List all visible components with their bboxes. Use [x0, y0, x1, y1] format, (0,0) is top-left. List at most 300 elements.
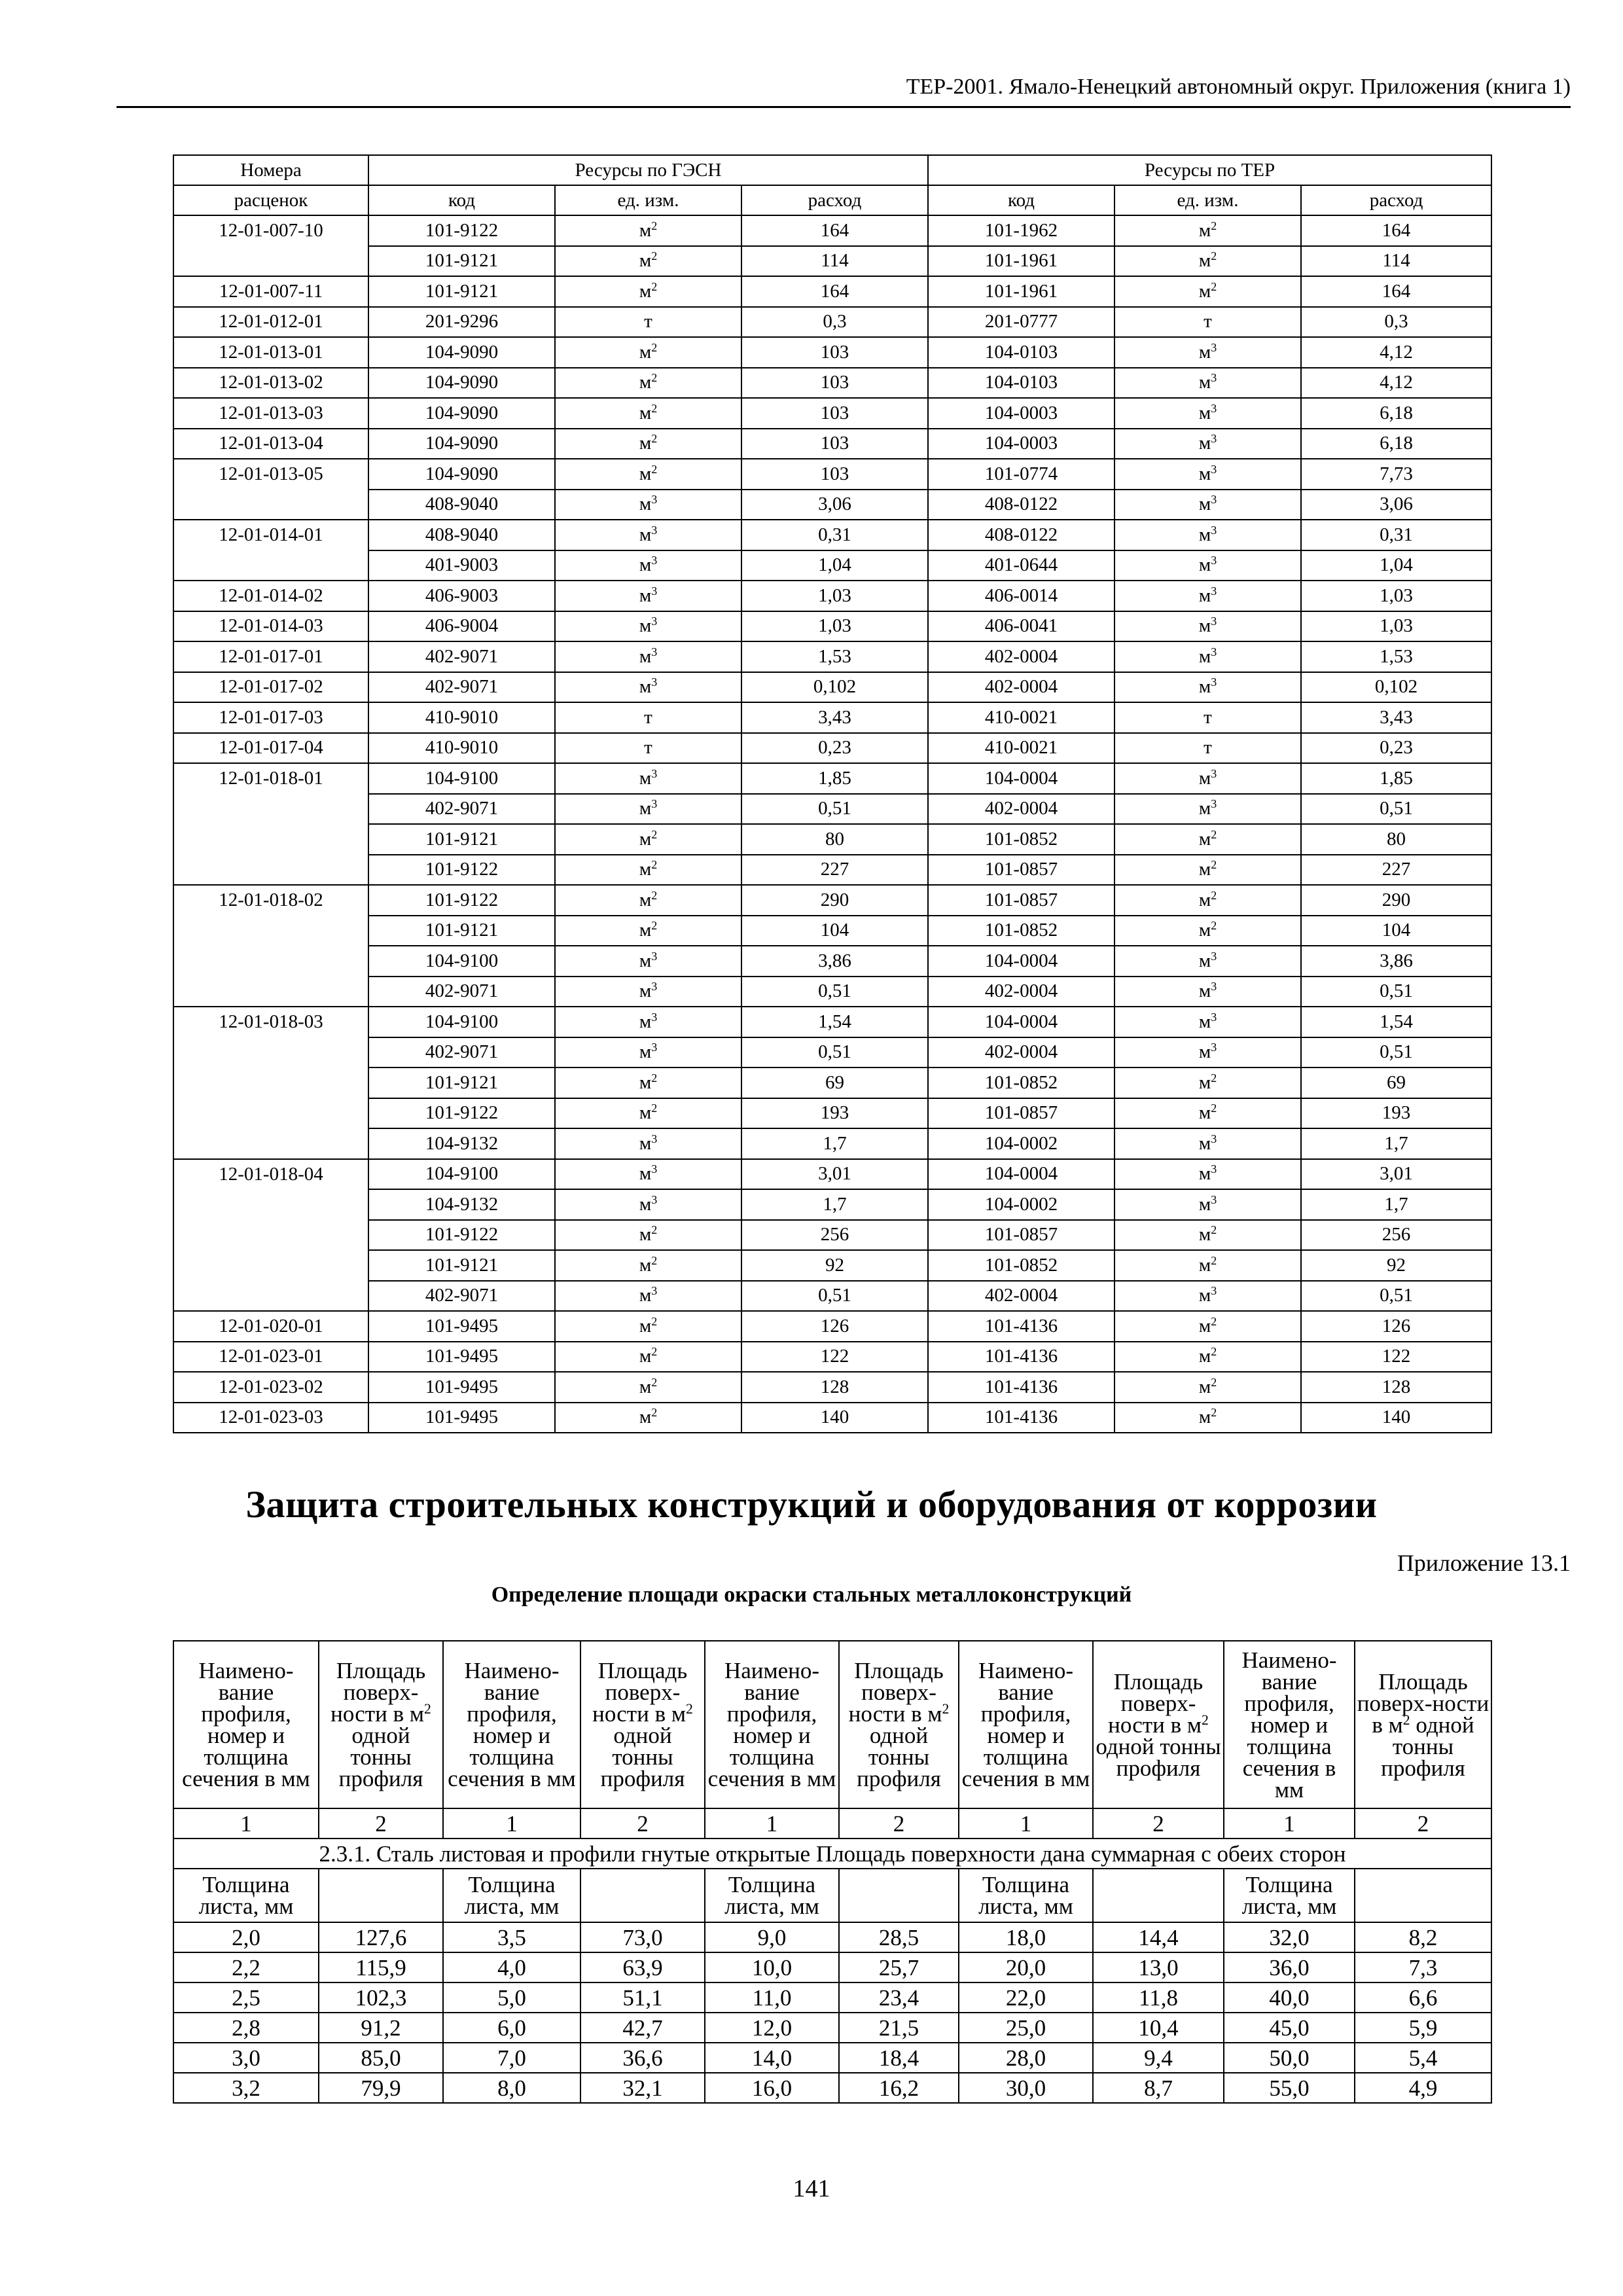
gesn-code-cell: 104-9090: [368, 368, 555, 399]
gesn-unit-cell: $м^3$: [555, 1007, 741, 1037]
thickness-label-cell: Толщина листа, мм: [443, 1869, 580, 1922]
table-row: [173, 337, 1491, 368]
gesn-code-cell: 104-9132: [368, 1128, 555, 1159]
table-row: [173, 2013, 1491, 2043]
table-row: [173, 1220, 1491, 1251]
ter-code-cell: 402-0004: [928, 977, 1115, 1007]
gesn-qty-cell: 1,85: [741, 763, 928, 794]
thickness-cell: 16,0: [705, 2073, 839, 2103]
table-row: [173, 672, 1491, 703]
ter-qty-cell: 114: [1301, 246, 1491, 277]
column-number-row: [173, 1808, 1491, 1839]
gesn-unit-cell: $м^3$: [555, 520, 741, 550]
ter-unit-cell: $м^3$: [1115, 1128, 1301, 1159]
table-row: [173, 276, 1491, 307]
gesn-unit-cell: $м^2$: [555, 855, 741, 886]
gesn-unit-cell: $м^2$: [555, 459, 741, 490]
ter-code-cell: 408-0122: [928, 520, 1115, 550]
ter-code-cell: 101-0852: [928, 1250, 1115, 1281]
rate-code-cell: 12-01-013-04: [173, 429, 368, 459]
gesn-code-cell: 402-9071: [368, 977, 555, 1007]
rate-code-cell: [173, 1281, 368, 1312]
ter-qty-cell: 104: [1301, 916, 1491, 946]
section-caption: 2.3.1. Сталь листовая и профили гнутые открытые Площадь поверхности дана суммарная с обеих сторон: [173, 1839, 1491, 1869]
empty-cell: [319, 1869, 443, 1922]
ter-unit-cell: $м^3$: [1115, 550, 1301, 581]
gesn-code-cell: 101-9121: [368, 916, 555, 946]
ter-code-cell: 101-4136: [928, 1372, 1115, 1403]
gesn-qty-cell: 256: [741, 1220, 928, 1251]
gesn-code-cell: 408-9040: [368, 520, 555, 550]
ter-unit-cell: $м^3$: [1115, 1159, 1301, 1190]
gesn-code-cell: 104-9090: [368, 459, 555, 490]
ter-code-cell: 410-0021: [928, 733, 1115, 764]
gesn-qty-cell: 1,53: [741, 641, 928, 672]
thickness-cell: 2,8: [173, 2013, 319, 2043]
ter-code-cell: 104-0002: [928, 1189, 1115, 1220]
gesn-code-cell: 104-9090: [368, 429, 555, 459]
gesn-unit-cell: т: [555, 307, 741, 338]
column-number-cell: 2: [1093, 1808, 1224, 1839]
rate-code-cell: [173, 1037, 368, 1068]
ter-unit-cell: т: [1115, 733, 1301, 764]
gesn-qty-cell: 103: [741, 368, 928, 399]
area-cell: 63,9: [580, 1952, 705, 1982]
ter-code-cell: 104-0004: [928, 763, 1115, 794]
gesn-code-cell: 402-9071: [368, 1281, 555, 1312]
gesn-unit-cell: $м^2$: [555, 1311, 741, 1342]
gesn-unit-cell: $м^2$: [555, 368, 741, 399]
area-cell: 9,4: [1093, 2043, 1224, 2073]
table-row: [173, 1007, 1491, 1037]
ter-code-cell: 104-0004: [928, 1159, 1115, 1190]
gesn-code-cell: 201-9296: [368, 307, 555, 338]
gesn-unit-cell: $м^2$: [555, 215, 741, 246]
table-row: [173, 946, 1491, 977]
thickness-cell: 5,0: [443, 1982, 580, 2013]
gesn-unit-cell: $м^2$: [555, 885, 741, 916]
gesn-qty-cell: 0,23: [741, 733, 928, 764]
rate-code-cell: [173, 1220, 368, 1251]
thickness-cell: 8,0: [443, 2073, 580, 2103]
gesn-unit-cell: $м^2$: [555, 824, 741, 855]
ter-code-cell: 101-1961: [928, 246, 1115, 277]
area-cell: 32,1: [580, 2073, 705, 2103]
rate-code-cell: 12-01-013-02: [173, 368, 368, 399]
area-cell: 51,1: [580, 1982, 705, 2013]
empty-cell: [1355, 1869, 1491, 1922]
area-cell: 13,0: [1093, 1952, 1224, 1982]
gesn-unit-header: ед. изм.: [555, 185, 741, 215]
thickness-cell: 28,0: [959, 2043, 1093, 2073]
gesn-unit-cell: $м^2$: [555, 1372, 741, 1403]
column-number-cell: 1: [443, 1808, 580, 1839]
ter-qty-cell: 0,51: [1301, 794, 1491, 825]
column-number-cell: 1: [705, 1808, 839, 1839]
gesn-unit-cell: $м^3$: [555, 490, 741, 520]
rate-code-cell: [173, 1098, 368, 1129]
area-cell: 21,5: [839, 2013, 959, 2043]
area-cell: 14,4: [1093, 1922, 1224, 1952]
ter-qty-cell: 7,73: [1301, 459, 1491, 490]
rate-numbers-subheader: расценок: [173, 185, 368, 215]
ter-qty-cell: 256: [1301, 1220, 1491, 1251]
rate-code-cell: 12-01-007-10: [173, 215, 368, 246]
thickness-cell: 3,0: [173, 2043, 319, 2073]
gesn-unit-cell: $м^2$: [555, 276, 741, 307]
column-number-cell: 2: [839, 1808, 959, 1839]
gesn-unit-cell: $м^3$: [555, 1281, 741, 1312]
area-cell: 28,5: [839, 1922, 959, 1952]
ter-qty-cell: 1,54: [1301, 1007, 1491, 1037]
gesn-code-cell: 402-9071: [368, 794, 555, 825]
table-row: [173, 368, 1491, 399]
ter-qty-cell: 1,7: [1301, 1189, 1491, 1220]
gesn-unit-cell: $м^2$: [555, 1098, 741, 1129]
ter-qty-cell: 1,04: [1301, 550, 1491, 581]
ter-code-cell: 410-0021: [928, 702, 1115, 733]
area-cell: 10,4: [1093, 2013, 1224, 2043]
gesn-qty-cell: 1,03: [741, 611, 928, 642]
section-title: Защита строительных конструкций и оборудования от коррозии: [245, 1483, 1378, 1526]
table-row: [173, 1189, 1491, 1220]
ter-code-cell: 408-0122: [928, 490, 1115, 520]
area-cell: 102,3: [319, 1982, 443, 2013]
ter-unit-cell: $м^2$: [1115, 1342, 1301, 1372]
gesn-code-cell: 408-9040: [368, 490, 555, 520]
table-row: [173, 1952, 1491, 1982]
thickness-cell: 3,2: [173, 2073, 319, 2103]
ter-code-cell: 101-1962: [928, 215, 1115, 246]
table-row: [173, 1037, 1491, 1068]
ter-code-cell: 104-0004: [928, 1007, 1115, 1037]
gesn-unit-cell: $м^3$: [555, 1128, 741, 1159]
surface-area-header: Площадь поверх-ности в $м^2$ одной тонны профиля: [1355, 1641, 1491, 1808]
gesn-qty-cell: 0,102: [741, 672, 928, 703]
ter-qty-cell: 0,51: [1301, 1037, 1491, 1068]
gesn-code-cell: 101-9122: [368, 215, 555, 246]
gesn-code-cell: 101-9121: [368, 246, 555, 277]
ter-code-cell: 406-0014: [928, 581, 1115, 611]
rate-code-cell: 12-01-013-03: [173, 398, 368, 429]
ter-code-cell: 101-0774: [928, 459, 1115, 490]
gesn-unit-cell: $м^3$: [555, 763, 741, 794]
thickness-label-cell: Толщина листа, мм: [959, 1869, 1093, 1922]
gesn-qty-header: расход: [741, 185, 928, 215]
rate-code-cell: [173, 490, 368, 520]
rate-code-cell: [173, 824, 368, 855]
gesn-code-cell: 402-9071: [368, 672, 555, 703]
page-number: 141: [793, 2175, 830, 2202]
gesn-qty-cell: 3,01: [741, 1159, 928, 1190]
ter-unit-cell: $м^3$: [1115, 1007, 1301, 1037]
gesn-qty-cell: 122: [741, 1342, 928, 1372]
ter-code-cell: 402-0004: [928, 794, 1115, 825]
thickness-cell: 9,0: [705, 1922, 839, 1952]
ter-qty-cell: 3,86: [1301, 946, 1491, 977]
gesn-qty-cell: 92: [741, 1250, 928, 1281]
gesn-code-cell: 101-9495: [368, 1311, 555, 1342]
rate-code-cell: [173, 550, 368, 581]
rate-code-cell: [173, 1128, 368, 1159]
area-cell: 115,9: [319, 1952, 443, 1982]
ter-qty-cell: 1,03: [1301, 581, 1491, 611]
rate-code-cell: [173, 855, 368, 886]
ter-qty-cell: 164: [1301, 215, 1491, 246]
gesn-unit-cell: $м^2$: [555, 398, 741, 429]
surface-area-header: Площадь поверх-ности в $м^2$ одной тонны профиля: [580, 1641, 705, 1808]
ter-unit-cell: $м^2$: [1115, 885, 1301, 916]
table-row: [173, 459, 1491, 490]
gesn-unit-cell: $м^2$: [555, 1250, 741, 1281]
surface-area-header: Площадь поверх-ности в $м^2$ одной тонны профиля: [839, 1641, 959, 1808]
ter-qty-cell: 4,12: [1301, 368, 1491, 399]
paint-area-table: [173, 1640, 1492, 2104]
gesn-qty-cell: 227: [741, 855, 928, 886]
rate-code-cell: 12-01-012-01: [173, 307, 368, 338]
gesn-unit-cell: $м^3$: [555, 977, 741, 1007]
table-row: [173, 1982, 1491, 2013]
thickness-cell: 45,0: [1224, 2013, 1355, 2043]
ter-qty-cell: 6,18: [1301, 429, 1491, 459]
ter-qty-cell: 1,85: [1301, 763, 1491, 794]
table-row: [173, 611, 1491, 642]
area-cell: 8,7: [1093, 2073, 1224, 2103]
thickness-label-cell: Толщина листа, мм: [705, 1869, 839, 1922]
rate-code-cell: 12-01-017-02: [173, 672, 368, 703]
gesn-code-cell: 104-9090: [368, 398, 555, 429]
table-row: [173, 916, 1491, 946]
thickness-cell: 10,0: [705, 1952, 839, 1982]
ter-code-header: код: [928, 185, 1115, 215]
rate-code-cell: 12-01-017-04: [173, 733, 368, 764]
area-cell: 23,4: [839, 1982, 959, 2013]
table-row: [173, 794, 1491, 825]
thickness-cell: 22,0: [959, 1982, 1093, 2013]
gesn-unit-cell: $м^2$: [555, 1067, 741, 1098]
table-row: [173, 1372, 1491, 1403]
table-header-row: [173, 155, 1491, 185]
ter-resources-header: Ресурсы по ТЕР: [928, 155, 1491, 185]
ter-unit-cell: $м^2$: [1115, 1067, 1301, 1098]
rate-code-cell: [173, 1067, 368, 1098]
gesn-code-cell: 101-9495: [368, 1372, 555, 1403]
ter-unit-cell: $м^3$: [1115, 398, 1301, 429]
table-row: [173, 824, 1491, 855]
ter-qty-cell: 290: [1301, 885, 1491, 916]
ter-code-cell: 401-0644: [928, 550, 1115, 581]
rate-code-cell: 12-01-013-05: [173, 459, 368, 490]
gesn-code-cell: 401-9003: [368, 550, 555, 581]
area-cell: 18,4: [839, 2043, 959, 2073]
gesn-qty-cell: 103: [741, 429, 928, 459]
table-row: [173, 2073, 1491, 2103]
table-row: [173, 581, 1491, 611]
rate-code-cell: 12-01-013-01: [173, 337, 368, 368]
gesn-code-cell: 101-9122: [368, 885, 555, 916]
thickness-cell: 2,2: [173, 1952, 319, 1982]
ter-unit-cell: $м^3$: [1115, 763, 1301, 794]
ter-code-cell: 101-4136: [928, 1403, 1115, 1433]
thickness-cell: 6,0: [443, 2013, 580, 2043]
ter-unit-cell: $м^3$: [1115, 490, 1301, 520]
ter-code-cell: 104-0103: [928, 368, 1115, 399]
rate-code-cell: 12-01-017-03: [173, 702, 368, 733]
column-number-cell: 1: [959, 1808, 1093, 1839]
ter-unit-cell: $м^3$: [1115, 1281, 1301, 1312]
area-cell: 16,2: [839, 2073, 959, 2103]
ter-qty-cell: 0,31: [1301, 520, 1491, 550]
profile-name-header: Наимено-вание профиля, номер и толщина сечения в мм: [1224, 1641, 1355, 1808]
ter-qty-cell: 140: [1301, 1403, 1491, 1433]
thickness-cell: 40,0: [1224, 1982, 1355, 2013]
table-row: [173, 246, 1491, 277]
ter-qty-cell: 0,23: [1301, 733, 1491, 764]
thickness-cell: 25,0: [959, 2013, 1093, 2043]
thickness-cell: 7,0: [443, 2043, 580, 2073]
ter-code-cell: 101-4136: [928, 1342, 1115, 1372]
gesn-code-cell: 104-9090: [368, 337, 555, 368]
ter-code-cell: 101-0857: [928, 855, 1115, 886]
gesn-qty-cell: 3,86: [741, 946, 928, 977]
gesn-code-cell: 406-9004: [368, 611, 555, 642]
gesn-qty-cell: 104: [741, 916, 928, 946]
ter-unit-cell: $м^2$: [1115, 1220, 1301, 1251]
header-title: ТЕР-2001. Ямало-Ненецкий автономный округ. Приложения (книга 1): [906, 75, 1571, 99]
thickness-cell: 3,5: [443, 1922, 580, 1952]
gesn-qty-cell: 103: [741, 459, 928, 490]
gesn-code-cell: 101-9122: [368, 855, 555, 886]
gesn-code-cell: 104-9100: [368, 1007, 555, 1037]
ter-qty-cell: 69: [1301, 1067, 1491, 1098]
ter-unit-cell: т: [1115, 702, 1301, 733]
rate-code-cell: [173, 946, 368, 977]
area-cell: 36,6: [580, 2043, 705, 2073]
table-row: [173, 1922, 1491, 1952]
gesn-qty-cell: 80: [741, 824, 928, 855]
rate-code-cell: [173, 1189, 368, 1220]
ter-code-cell: 402-0004: [928, 641, 1115, 672]
rate-code-cell: 12-01-018-01: [173, 763, 368, 794]
table-row: [173, 977, 1491, 1007]
rate-code-cell: [173, 246, 368, 277]
column-number-cell: 2: [1355, 1808, 1491, 1839]
gesn-code-cell: 104-9100: [368, 946, 555, 977]
gesn-unit-cell: $м^3$: [555, 581, 741, 611]
ter-unit-cell: $м^3$: [1115, 672, 1301, 703]
area-cell: 79,9: [319, 2073, 443, 2103]
table-row: [173, 702, 1491, 733]
ter-code-cell: 402-0004: [928, 1281, 1115, 1312]
gesn-qty-cell: 0,51: [741, 1037, 928, 1068]
resources-table: [173, 154, 1492, 1433]
gesn-unit-cell: $м^3$: [555, 672, 741, 703]
table-row: [173, 307, 1491, 338]
table-row: [173, 2043, 1491, 2073]
thickness-cell: 4,0: [443, 1952, 580, 1982]
thickness-cell: 32,0: [1224, 1922, 1355, 1952]
appendix-label: Приложение 13.1: [1397, 1550, 1571, 1576]
ter-code-cell: 104-0004: [928, 946, 1115, 977]
empty-cell: [839, 1869, 959, 1922]
ter-qty-cell: 3,43: [1301, 702, 1491, 733]
profile-name-header: Наимено-вание профиля, номер и толщина сечения в мм: [959, 1641, 1093, 1808]
ter-code-cell: 101-0852: [928, 824, 1115, 855]
gesn-unit-cell: $м^3$: [555, 1037, 741, 1068]
gesn-code-cell: 101-9122: [368, 1098, 555, 1129]
ter-unit-cell: $м^2$: [1115, 1372, 1301, 1403]
rate-code-cell: 12-01-014-01: [173, 520, 368, 550]
rate-code-cell: 12-01-023-01: [173, 1342, 368, 1372]
column-number-cell: 1: [173, 1808, 319, 1839]
ter-unit-cell: $м^3$: [1115, 977, 1301, 1007]
ter-unit-cell: $м^3$: [1115, 611, 1301, 642]
column-number-cell: 2: [319, 1808, 443, 1839]
ter-unit-cell: $м^3$: [1115, 429, 1301, 459]
ter-qty-cell: 6,18: [1301, 398, 1491, 429]
area-cell: 85,0: [319, 2043, 443, 2073]
gesn-qty-cell: 164: [741, 215, 928, 246]
ter-qty-cell: 193: [1301, 1098, 1491, 1129]
ter-qty-cell: 0,51: [1301, 977, 1491, 1007]
area-cell: 73,0: [580, 1922, 705, 1952]
gesn-unit-cell: $м^2$: [555, 1220, 741, 1251]
ter-code-cell: 101-0857: [928, 885, 1115, 916]
gesn-qty-cell: 0,51: [741, 794, 928, 825]
ter-unit-cell: $м^3$: [1115, 520, 1301, 550]
gesn-qty-cell: 0,31: [741, 520, 928, 550]
profile-name-header: Наимено-вание профиля, номер и толщина сечения в мм: [443, 1641, 580, 1808]
thickness-cell: 14,0: [705, 2043, 839, 2073]
ter-unit-cell: $м^2$: [1115, 1403, 1301, 1433]
ter-qty-cell: 0,51: [1301, 1281, 1491, 1312]
area-cell: 6,6: [1355, 1982, 1491, 2013]
gesn-qty-cell: 103: [741, 337, 928, 368]
area-cell: 25,7: [839, 1952, 959, 1982]
gesn-unit-cell: $м^3$: [555, 611, 741, 642]
rate-numbers-header: Номера: [173, 155, 368, 185]
gesn-code-cell: 101-9121: [368, 276, 555, 307]
gesn-qty-cell: 164: [741, 276, 928, 307]
ter-code-cell: 104-0103: [928, 337, 1115, 368]
thickness-label-row: [173, 1869, 1491, 1922]
rate-code-cell: 12-01-007-11: [173, 276, 368, 307]
ter-qty-cell: 0,3: [1301, 307, 1491, 338]
ter-unit-cell: $м^2$: [1115, 855, 1301, 886]
ter-code-cell: 104-0003: [928, 429, 1115, 459]
gesn-qty-cell: 1,7: [741, 1189, 928, 1220]
ter-qty-cell: 126: [1301, 1311, 1491, 1342]
thickness-cell: 20,0: [959, 1952, 1093, 1982]
area-cell: 127,6: [319, 1922, 443, 1952]
ter-unit-header: ед. изм.: [1115, 185, 1301, 215]
ter-code-cell: 201-0777: [928, 307, 1115, 338]
gesn-code-cell: 101-9122: [368, 1220, 555, 1251]
gesn-unit-cell: $м^2$: [555, 429, 741, 459]
gesn-code-cell: 402-9071: [368, 641, 555, 672]
gesn-code-cell: 104-9100: [368, 1159, 555, 1190]
gesn-code-cell: 406-9003: [368, 581, 555, 611]
table-row: [173, 641, 1491, 672]
gesn-qty-cell: 1,7: [741, 1128, 928, 1159]
gesn-qty-cell: 0,51: [741, 977, 928, 1007]
ter-unit-cell: $м^2$: [1115, 824, 1301, 855]
thickness-label-cell: Толщина листа, мм: [173, 1869, 319, 1922]
table-row: [173, 1098, 1491, 1129]
rate-code-cell: [173, 916, 368, 946]
ter-code-cell: 101-0852: [928, 1067, 1115, 1098]
gesn-qty-cell: 140: [741, 1403, 928, 1433]
